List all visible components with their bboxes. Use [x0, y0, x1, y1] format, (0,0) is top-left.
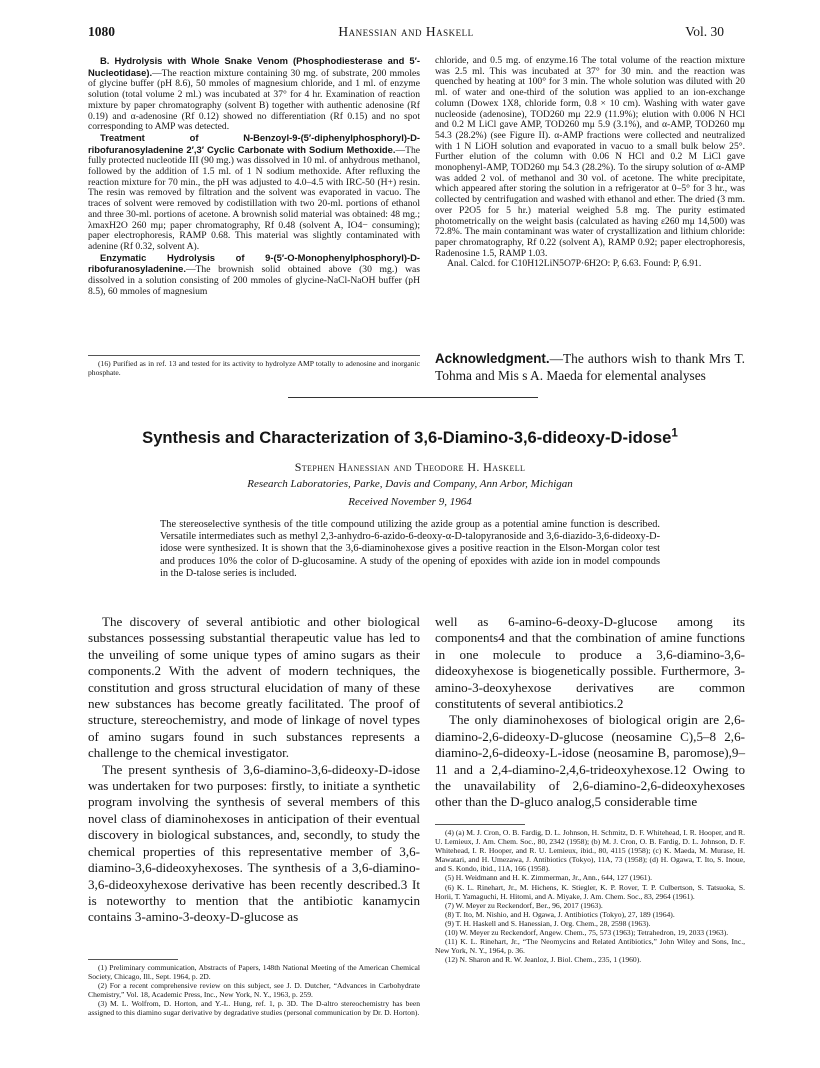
footnote-rule: [435, 824, 525, 825]
footnote-rule: [88, 959, 178, 960]
article-authors: Stephen Hanessian and Theodore H. Haskell: [294, 460, 526, 474]
footnote-11: (11) K. L. Rinehart, Jr., “The Neomycins and Related Antibiotics,” John Wiley and Sons, Inc., New York, N. Y., 1964, p. 36.: [435, 937, 745, 956]
analysis-paragraph: Anal. Calcd. for C10H12LiN5O7P·6H2O: P, 6.63. Found: P, 6.91.: [447, 258, 702, 270]
article-separator: [288, 397, 538, 398]
footnote-8: (8) T. Ito, M. Nishio, and H. Ogawa, J. Antibiotics (Tokyo), 27, 189 (1964).: [445, 909, 675, 919]
section-heading: Enzymatic Hydrolysis of 9-(5′-O-Monophenylphosphoryl)-D-ribofuranosyladenine.: [88, 251, 420, 275]
footnote-2: (2) For a recent comprehensive review on this subject, see J. D. Dutcher, “Advances in Carbohydrate Chemistry,” Vol. 18, Academic Press, Inc., New York, N. Y., 1963, p. 259.: [88, 981, 420, 1000]
footnote-16: [88, 359, 420, 377]
paragraph-text: —The brownish solid obtained above (30 mg.) was dissolved in a solution consisting of 200 mmoles of glycine-NaCl-NaOH buffer (pH 8.5), 60 mmoles of magnesium: [88, 264, 420, 297]
footnote-3: (3) M. L. Wolfrom, D. Horton, and Y.-L. Hung, ref. 1, p. 3D. The D-altro stereochemistry has been assigned to this diamino sugar derivative by degradative studies (personal communication by Dr. D. Horton).: [88, 999, 420, 1018]
purpose-paragraph: The present synthesis of 3,6-diamino-3,6-dideoxy-D-idose was undertaken for two purposes: firstly, to initiate a synthetic program involving the synthesis of several members of this novel class of diaminohexoses in anticipation of their eventual discovery in biological substances, and, secondly, to study the chemical properties of this representative member of 3,6-diamino-3,6-dideoxyhexoses. The synthesis of a 3,6-diamino-3,6-dideoxyhexose derivative has been recently described.3 It is noteworthy to mention that the antibiotic kanamycin contains 3-amino-3-deoxy-D-glucose as: [88, 761, 420, 925]
footnotes-right: [435, 828, 745, 964]
body-right-column: [435, 614, 745, 811]
footnote-7: (7) W. Meyer zu Reckendorf, Ber., 96, 2017 (1963).: [445, 900, 603, 910]
section-heading: Treatment of N-Benzoyl-9-(5′-diphenylphosphoryl)-D-ribofuranosyladenine 2′,3′ Cyclic Carbonate with Sodium Methoxide.: [88, 131, 420, 155]
page-number: 1080: [88, 24, 115, 39]
acknowledgment-text: —The authors wish to thank Mrs T. Tohma and Mis s A. Maeda for elemental analyses: [435, 351, 745, 383]
body-left-column: [88, 614, 420, 926]
paragraph-text: —The reaction mixture containing 30 mg. of substrate, 200 mmoles of glycine buffer (pH 8.6), 50 mmoles of magnesium chloride, and 1 ml. of enzyme solution (total volume 2 ml.) was incubated at 37° for 4 hr. Examination of reaction mixture by paper chromatography (solvent B) together with authentic adenosine (Rf 0.19) and α-adenosine (Rf 0.12) showed no differentiation (Rf 0.15) and no spot corresponding to AMP was detected.: [88, 67, 420, 133]
paragraph-snake-venom: [88, 56, 420, 133]
running-title: Hanessian and Haskell: [338, 24, 474, 39]
footnote-12: (12) N. Sharon and R. W. Jeanloz, J. Biol. Chem., 235, 1 (1960).: [445, 955, 642, 965]
footnote-5: (5) H. Weidmann and H. K. Zimmerman, Jr., Ann., 644, 127 (1961).: [445, 873, 652, 883]
footnote-4: (4) (a) M. J. Cron, O. B. Fardig, D. L. Johnson, H. Schmitz, D. F. Whitehead, I. R. Hooper, and R. U. Lemieux, J. Am. Chem. Soc., 80, 2342 (1958); (b) M. J. Cron, O. B. Fardig, D. L. Johnson, D. F. Whitehead, I. R. Hooper, and R. U. Lemieux, ibid., 80, 4115 (1958); (c) K. Maeda, M. Murase, H. Mawatari, and H. Umezawa, J. Antibiotics (Tokyo), 11A, 73 (1958); (d) H. Ogawa, T. Ito, S. Inoue, and S. Kondo, ibid., 11A, 166 (1958).: [435, 828, 745, 874]
running-header: [88, 24, 724, 44]
footnote-10: (10) W. Meyer zu Reckendorf, Angew. Chem., 75, 573 (1963); Tetrahedron, 19, 2033 (1963).: [445, 928, 729, 938]
title-footnote-ref: 1: [671, 426, 678, 440]
intro-paragraph: The discovery of several antibiotic and other biological substances possessing substantial therapeutic value has led to the unveiling of some unique types of amino sugars as their components.2 With the advent of modern techniques, the constitution and gross structural elucidation of many of these new substances has become greatly facilitated. The proof of structure, stereochemistry, and mode of linkage of novel types of amino sugars found in such substances represents a challenge to the chemical investigator.: [88, 614, 420, 761]
footnote-9: (9) T. H. Haskell and S. Hanessian, J. Org. Chem., 28, 2598 (1963).: [445, 918, 651, 928]
received-date: Received November 9, 1964: [348, 496, 472, 508]
footnote-1: (1) Preliminary communication, Abstracts of Papers, 148th National Meeting of the American Chemical Society, Chicago, Ill., Sept. 1964, p. 2D.: [88, 963, 420, 982]
footnote-6: (6) K. L. Rinehart, Jr., M. Hichens, K. Stiegler, K. P. Rover, T. P. Culbertson, S. Tatsuoka, S. Horii, T. Yamaguchi, H. Hitomi, and A. Miyake, J. Am. Chem. Soc., 83, 2964 (1961).: [435, 882, 745, 901]
volume-label: Vol. 30: [685, 24, 724, 39]
section-heading: B. Hydrolysis with Whole Snake Venom (Phosphodiesterase and 5′-Nucleotidase).: [88, 55, 420, 78]
article-abstract: The stereoselective synthesis of the title compound utilizing the azide group as a potential amine function is described. Versatile intermediates such as methyl 2,3-anhydro-6-azido-6-deoxy-α-D-talopyranoside and 3,6-diazido-3,6-dideoxy-D-idose were synthesized. It is shown that the 3,6-diaminohexose gives a positive reaction in the Elson-Morgan color test and produces 10% the color of D-glucosamine. A study of the opening of epoxides with azide ion in model compounds in the D-talose series is included.: [160, 519, 660, 579]
acknowledgment-heading: Acknowledgment.: [435, 351, 550, 366]
footnote-rule: [88, 355, 420, 356]
top-left-column: [88, 56, 420, 297]
paragraph-text: —The fully protected nucleotide III (90 mg.) was dissolved in 10 ml. of anhydrous methanol, followed by the addition of 1.5 ml. of 1 N sodium methoxide. After refluxing the reaction mixture for 70 min., the pH was adjusted to 4.0–4.5 with IRC-50 (H+) resin. The resin was removed by filtration and the solvent was evaporated in vacuo. The traces of solvent were removed by codistillation with two 20-ml. portions of ethanol and three 30-ml. portions of acetone. A brownish solid material was obtained: 48 mg.; λmaxH2O 260 mμ; paper chromatography, Rf 0.48 (solvent A, IO4− consuming); paper electrophoresis, RAMP 0.68. This material was slightly contaminated with adenine (Rf 0.32, solvent A).: [88, 144, 420, 252]
continuation-paragraph: well as 6-amino-6-deoxy-D-glucose among its components4 and that the combination of amine functions in one molecule to produce a 3,6-diamino-3,6-dideoxyhexose is biogenetically possible. Furthermore, 3-amino-3-deoxyhexose derivatives are common constitutents of several antibiotics.2: [435, 614, 745, 712]
footnotes-left: [88, 963, 420, 1018]
article-affiliation: Research Laboratories, Parke, Davis and Company, Ann Arbor, Michigan: [247, 478, 573, 490]
top-right-column: [435, 56, 745, 270]
acknowledgment: [435, 350, 745, 384]
paragraph-sodium-methoxide: [88, 133, 420, 253]
diaminohexose-paragraph: The only diaminohexoses of biological origin are 2,6-diamino-2,6-dideoxy-D-glucose (neosamine C),5–8 2,6-diamino-2,6-dideoxy-L-idose (neosamine B, paromose),9–11 and a 2,4-diamino-2,4,6-trideoxyhexose.12 Owing to the unavailability of 2,6-diamino-2,6-dideoxyhexoses other than the D-gluco analog,5 considerable time: [435, 712, 745, 810]
footnote-text: (16) Purified as in ref. 13 and tested for its activity to hydrolyze AMP totally to adenosine and inorganic phosphate.: [88, 359, 420, 378]
article-title: Synthesis and Characterization of 3,6-Diamino-3,6-dideoxy-D-idose$^1$: [142, 426, 678, 447]
paragraph-enzymatic-hydrolysis: [88, 253, 420, 298]
paragraph-text: chloride, and 0.5 mg. of enzyme.16 The total volume of the reaction mixture was 2.5 ml. This was incubated at 37° for 30 min. and the reaction was quenched by heating at 100° for 3 min. The whole solution was diluted with 20 ml. of water and one-third of the solution was applied to an ion-exchange column (Dowex 1X8, chloride form, 0.8 × 10 cm). Washing with water gave nucleoside (adenosine), TOD260 mμ 22.9 (11.9%); elution with 0.006 N HCl and 0.2 M LiCl gave AMP, TOD260 mμ 5.9 (3.1%), and α-AMP, TOD260 mμ 54.3 (28.2%) (see Figure II). α-AMP fractions were collected and neutralized with 1 N LiOH solution and evaporated in vacuo to a small bulk below 25°. Further elution of the column with 0.06 N HCl and 0.2 M LiCl gave monophenyl-AMP, TOD260 mμ 54.3 (28.2%). To the sirupy solution of α-AMP was added 2 vol. of methanol and 30 vol. of acetone. The white precipitate, which appeared after storing the solution in a refrigerator at 0–5° for 3 hr., was collected by centrifugation and washed with ethanol and ether. The dried (3 mm. over P2O5 for 5 hr.) material weighed 5.8 mg. The purity estimated photometrically on the weight basis (calculated as having ε260 mμ 14,500) was 72.8%. The main contaminant was water of crystallization and lithium chloride: paper chromatography, Rf 0.22 (solvent A), RAMP 0.92; paper electrophoresis, Radenosine 1.5, RAMP 1.03.: [435, 55, 745, 259]
